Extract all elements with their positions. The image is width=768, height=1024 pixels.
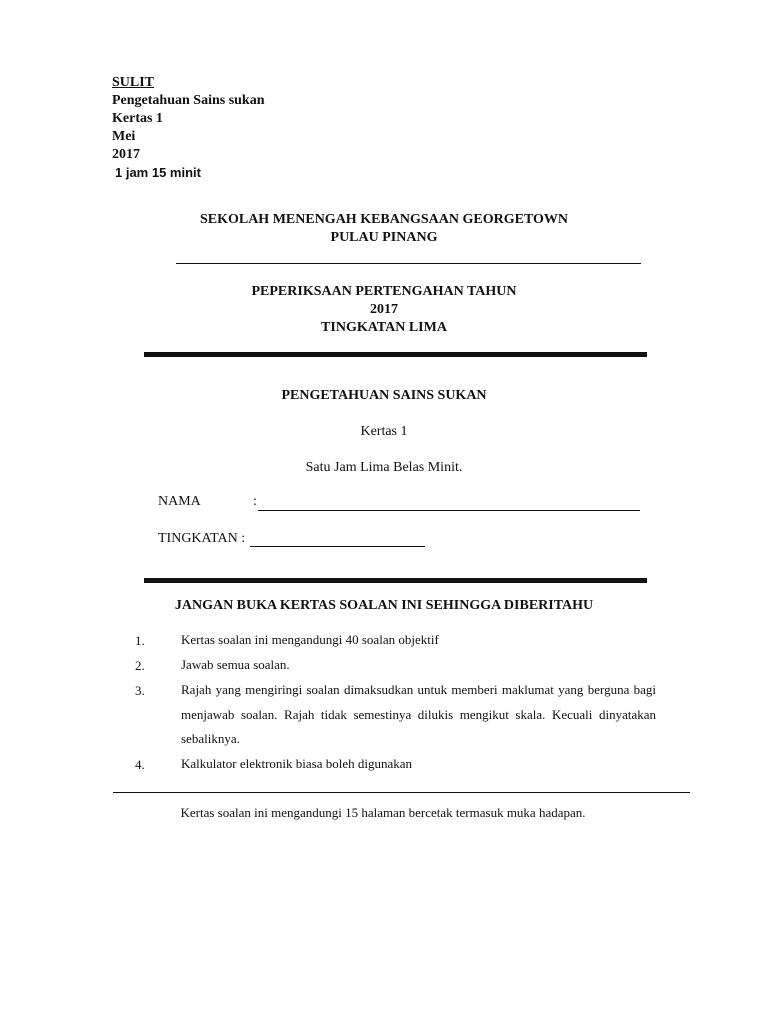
exam-year: 2017 bbox=[370, 302, 398, 317]
classification-label: SULIT bbox=[112, 75, 155, 90]
exam-form: TINGKATAN LIMA bbox=[321, 320, 447, 335]
school-state: PULAU PINANG bbox=[330, 230, 438, 245]
instruction-number: 4. bbox=[135, 757, 145, 772]
divider-thick-bottom bbox=[144, 578, 647, 583]
duration-label: 1 jam 15 minit bbox=[115, 165, 201, 180]
form-field-line[interactable] bbox=[250, 546, 425, 547]
instruction-text: Kalkulator elektronik biasa boleh digunakan bbox=[181, 756, 413, 771]
divider-footer bbox=[113, 792, 690, 793]
name-field-colon: : bbox=[253, 494, 257, 509]
subject-label: Pengetahuan Sains sukan bbox=[112, 93, 265, 108]
paper-title: PENGETAHUAN SAINS SUKAN bbox=[281, 388, 487, 403]
instruction-text: Jawab semua soalan. bbox=[181, 657, 290, 672]
month-label: Mei bbox=[112, 129, 136, 144]
paper-duration: Satu Jam Lima Belas Minit. bbox=[305, 460, 463, 475]
warning-text: JANGAN BUKA KERTAS SOALAN INI SEHINGGA DIBERITAHU bbox=[174, 598, 594, 613]
divider-thick-top bbox=[144, 352, 647, 357]
instruction-text: Rajah yang mengiringi soalan dimaksudkan untuk memberi maklumat yang berguna bagi menjawab soalan. Rajah tidak semestinya dilukis mengikut skala. Kecuali dinyatakan sebaliknya. bbox=[181, 682, 656, 746]
paper-number: Kertas 1 bbox=[360, 424, 408, 439]
instruction-number: 1. bbox=[135, 633, 145, 648]
year-label: 2017 bbox=[112, 147, 140, 162]
exam-name: PEPERIKSAAN PERTENGAHAN TAHUN bbox=[251, 284, 517, 299]
name-field-line[interactable] bbox=[258, 510, 640, 511]
school-name: SEKOLAH MENENGAH KEBANGSAAN GEORGETOWN bbox=[199, 212, 569, 227]
instruction-number: 3. bbox=[135, 683, 145, 698]
name-field-label: NAMA bbox=[158, 494, 201, 509]
divider-thin bbox=[176, 263, 641, 264]
footer-note: Kertas soalan ini mengandungi 15 halaman bercetak termasuk muka hadapan. bbox=[180, 805, 586, 820]
paper-label: Kertas 1 bbox=[112, 111, 163, 126]
instruction-text: Kertas soalan ini mengandungi 40 soalan objektif bbox=[181, 632, 439, 647]
instruction-number: 2. bbox=[135, 658, 145, 673]
form-field-label: TINGKATAN : bbox=[158, 531, 246, 546]
